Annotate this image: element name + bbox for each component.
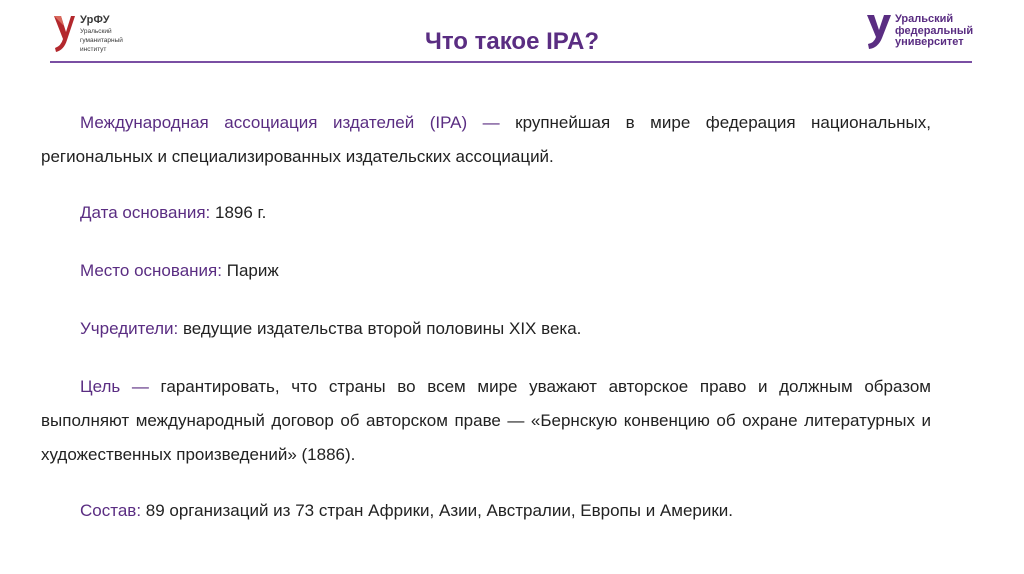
logo-right-line-1: Уральский [895, 13, 954, 25]
composition-label: Состав: [80, 501, 142, 520]
content [41, 106, 931, 528]
founders-label: Учредители: [80, 319, 179, 338]
founders-paragraph [41, 312, 931, 346]
logo-left-abbr: УрФУ [80, 14, 110, 26]
definition-text: крупнейшая в мире федерация национальных, региональных и специализированных издательских ассоциаций. [41, 113, 932, 166]
place-text: Париж [222, 261, 279, 280]
logo-left-sub-1: Уральский [80, 28, 112, 35]
founded-label: Дата основания: [80, 203, 211, 222]
place-label: Место основания: [80, 261, 222, 280]
page-title: Что такое IPA? [425, 28, 599, 55]
logo-right-line-3: университет [895, 36, 964, 48]
founded-paragraph [41, 196, 931, 230]
logo-right [866, 14, 973, 50]
logo-left-sub-2: гуманитарный [80, 37, 123, 44]
place-paragraph [41, 254, 931, 288]
composition-paragraph [41, 494, 931, 528]
urfu-logo-icon [866, 14, 892, 50]
header-divider [50, 61, 972, 63]
definition-paragraph [41, 106, 931, 174]
composition-text: 89 организаций из 73 стран Африки, Азии, Австралии, Европы и Америки. [141, 501, 734, 520]
logo-left-sub-3: институт [80, 46, 107, 53]
goal-paragraph [41, 370, 931, 472]
founders-text: ведущие издательства второй половины XIX века. [178, 319, 582, 338]
goal-label: Цель — [80, 377, 149, 396]
logo-right-line-2: федеральный [895, 24, 974, 37]
definition-label: Международная ассоциация издателей (IPA) — [80, 113, 500, 132]
founded-text: 1896 г. [210, 203, 267, 222]
goal-text: гарантировать, что страны во всем мире уважают авторское право и должным образом выполняют международный договор об авторском праве — «Бернскую конвенцию об охране литературных и художественных произведений» (1886). [41, 377, 931, 464]
